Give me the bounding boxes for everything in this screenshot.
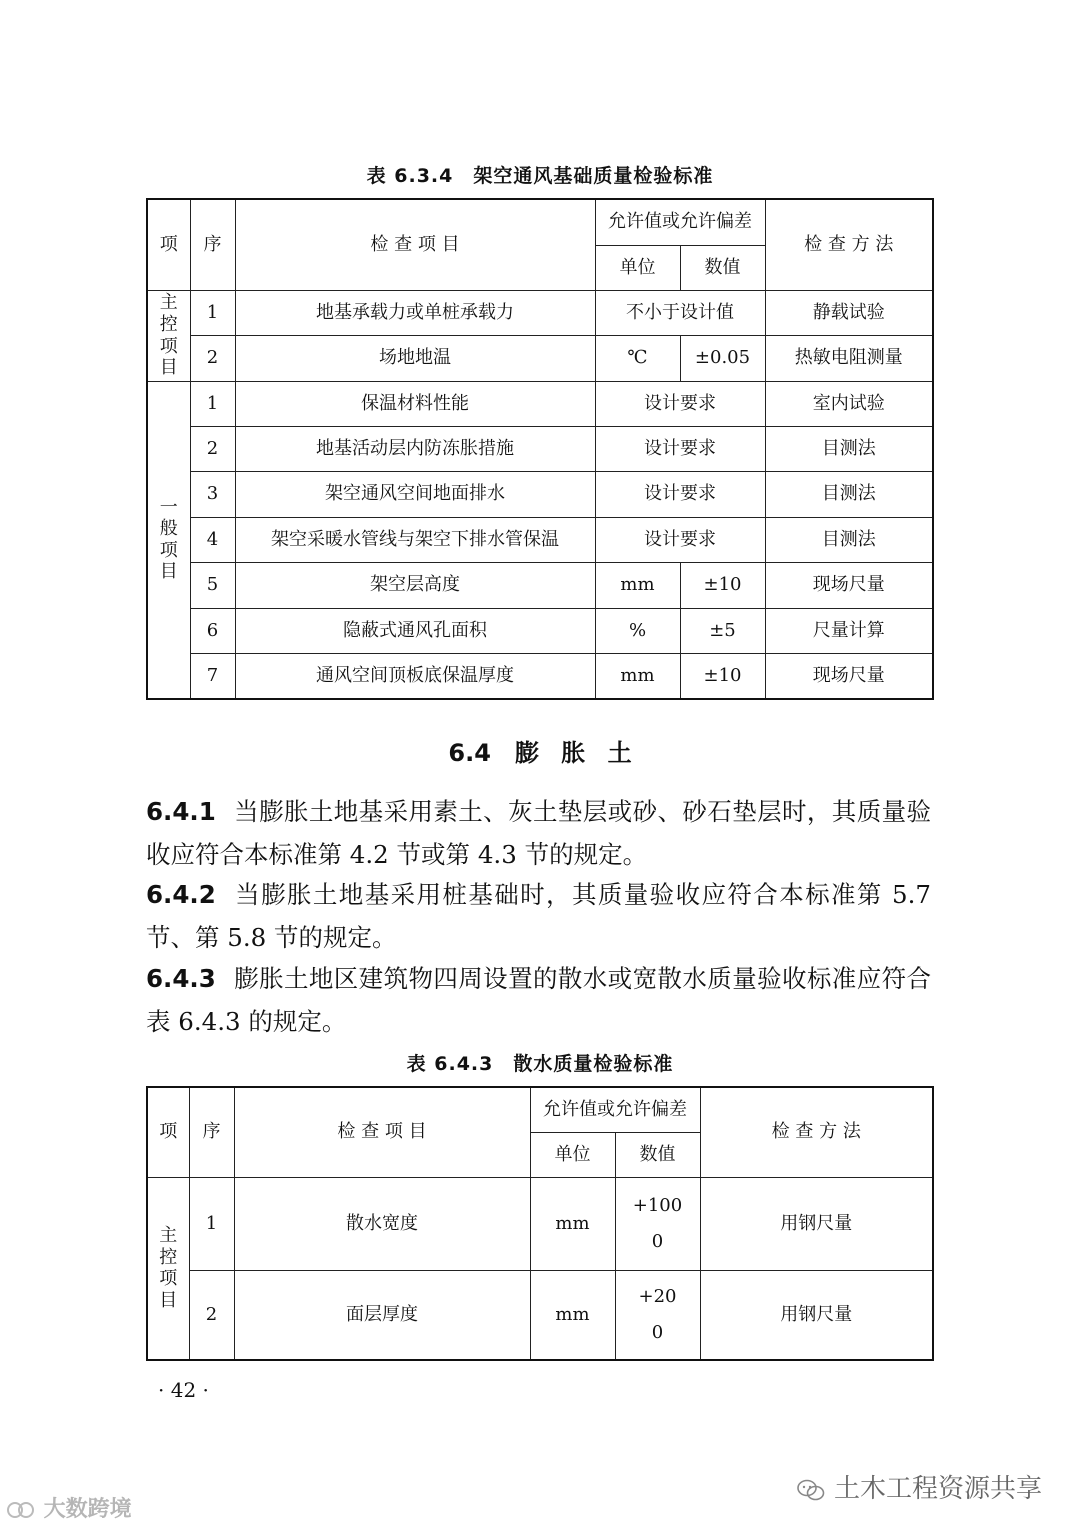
table-row	[147, 1177, 933, 1270]
header-value: 数值	[680, 245, 765, 290]
row-unit: mm	[595, 653, 680, 699]
row-item: 地基活动层内防冻胀措施	[235, 426, 595, 471]
row-allowance: 不小于设计值	[595, 290, 765, 335]
table-row	[147, 471, 933, 517]
table-row	[147, 653, 933, 699]
row-item: 架空层高度	[235, 562, 595, 608]
row-method: 目测法	[765, 426, 933, 471]
row-item: 场地地温	[235, 335, 595, 381]
clause-number: 6.4.1	[146, 797, 216, 826]
row-unit: mm	[530, 1177, 615, 1270]
row-value: ±0.05	[680, 335, 765, 381]
row-value: ±10	[680, 653, 765, 699]
table2	[146, 1086, 934, 1361]
clause-text: 当膨胀土地基采用桩基础时，其质量验收应符合本标准第 5.7 节、第 5.8 节的规定。	[146, 880, 931, 952]
row-item: 地基承载力或单桩承载力	[235, 290, 595, 335]
row-seq: 1	[190, 381, 235, 426]
logo-icon	[6, 1498, 36, 1522]
group-main-label: 主控项目	[147, 1177, 189, 1360]
row-method: 室内试验	[765, 381, 933, 426]
table-row	[147, 517, 933, 562]
header-unit: 单位	[530, 1132, 615, 1177]
header-method: 检 查 方 法	[765, 199, 933, 290]
row-value	[615, 1177, 700, 1270]
group-general-label: 一般项目	[147, 381, 190, 699]
row-unit: ℃	[595, 335, 680, 381]
header-category: 项	[147, 1087, 189, 1177]
row-item: 面层厚度	[234, 1270, 530, 1360]
table2-caption: 表 6.4.3 散水质量检验标准	[406, 1053, 674, 1075]
table-row	[147, 335, 933, 381]
header-unit: 单位	[595, 245, 680, 290]
clause-number: 6.4.2	[146, 880, 216, 909]
header-item: 检 查 项 目	[235, 199, 595, 290]
row-value: ±10	[680, 562, 765, 608]
table-row	[147, 608, 933, 653]
row-seq: 3	[190, 471, 235, 517]
wechat-watermark	[796, 1468, 1042, 1505]
watermark-text: 土木工程资源共享	[833, 1474, 1042, 1504]
header-allowance: 允许值或允许偏差	[595, 199, 765, 245]
header-value: 数值	[615, 1132, 700, 1177]
row-method: 热敏电阻测量	[765, 335, 933, 381]
value-lower: 0	[651, 1230, 664, 1252]
row-seq: 2	[189, 1270, 234, 1360]
wechat-icon	[796, 1478, 826, 1502]
header-method: 检 查 方 法	[700, 1087, 933, 1177]
row-seq: 1	[189, 1177, 234, 1270]
header-category: 项	[147, 199, 190, 290]
row-value	[615, 1270, 700, 1360]
row-seq: 2	[190, 335, 235, 381]
row-method: 尺量计算	[765, 608, 933, 653]
row-allowance: 设计要求	[595, 381, 765, 426]
table-row	[147, 426, 933, 471]
row-item: 架空采暖水管线与架空下排水管保温	[235, 517, 595, 562]
row-allowance: 设计要求	[595, 517, 765, 562]
table-row	[147, 381, 933, 426]
row-seq: 4	[190, 517, 235, 562]
header-seq: 序	[189, 1087, 234, 1177]
row-item: 保温材料性能	[235, 381, 595, 426]
row-method: 静载试验	[765, 290, 933, 335]
row-allowance: 设计要求	[595, 426, 765, 471]
section-title: 6.4 膨 胀 土	[448, 739, 632, 767]
row-allowance: 设计要求	[595, 471, 765, 517]
row-seq: 6	[190, 608, 235, 653]
row-method: 现场尺量	[765, 653, 933, 699]
row-unit: mm	[530, 1270, 615, 1360]
row-item: 架空通风空间地面排水	[235, 471, 595, 517]
value-upper: +100	[632, 1194, 683, 1216]
watermark-left-text: 大数跨境	[43, 1497, 132, 1522]
row-method: 用钢尺量	[700, 1270, 933, 1360]
corner-watermark	[6, 1492, 132, 1523]
row-item: 散水宽度	[234, 1177, 530, 1270]
group-main-label: 主控项目	[147, 290, 190, 381]
row-seq: 2	[190, 426, 235, 471]
row-method: 用钢尺量	[700, 1177, 933, 1270]
row-seq: 5	[190, 562, 235, 608]
table-row	[147, 562, 933, 608]
row-seq: 1	[190, 290, 235, 335]
paragraph-6-4-2	[146, 873, 931, 959]
row-value: ±5	[680, 608, 765, 653]
table-row	[147, 290, 933, 335]
header-allowance: 允许值或允许偏差	[530, 1087, 700, 1132]
value-upper: +20	[638, 1285, 677, 1307]
paragraph-6-4-3	[146, 957, 931, 1043]
row-method: 现场尺量	[765, 562, 933, 608]
value-lower: 0	[651, 1321, 664, 1343]
table-row	[147, 1270, 933, 1360]
row-method: 目测法	[765, 471, 933, 517]
row-method: 目测法	[765, 517, 933, 562]
clause-number: 6.4.3	[146, 964, 216, 993]
clause-text: 当膨胀土地基采用素土、灰土垫层或砂、砂石垫层时，其质量验收应符合本标准第 4.2 节或第 4.3 节的规定。	[146, 797, 931, 869]
page-number: · 42 ·	[158, 1378, 209, 1402]
row-unit: mm	[595, 562, 680, 608]
header-item: 检 查 项 目	[234, 1087, 530, 1177]
row-item: 隐蔽式通风孔面积	[235, 608, 595, 653]
header-seq: 序	[190, 199, 235, 290]
table1-caption: 表 6.3.4 架空通风基础质量检验标准	[366, 165, 714, 187]
table1	[146, 198, 934, 700]
row-unit: %	[595, 608, 680, 653]
row-seq: 7	[190, 653, 235, 699]
row-item: 通风空间顶板底保温厚度	[235, 653, 595, 699]
clause-text: 膨胀土地区建筑物四周设置的散水或宽散水质量验收标准应符合表 6.4.3 的规定。	[146, 964, 931, 1036]
paragraph-6-4-1	[146, 790, 931, 876]
